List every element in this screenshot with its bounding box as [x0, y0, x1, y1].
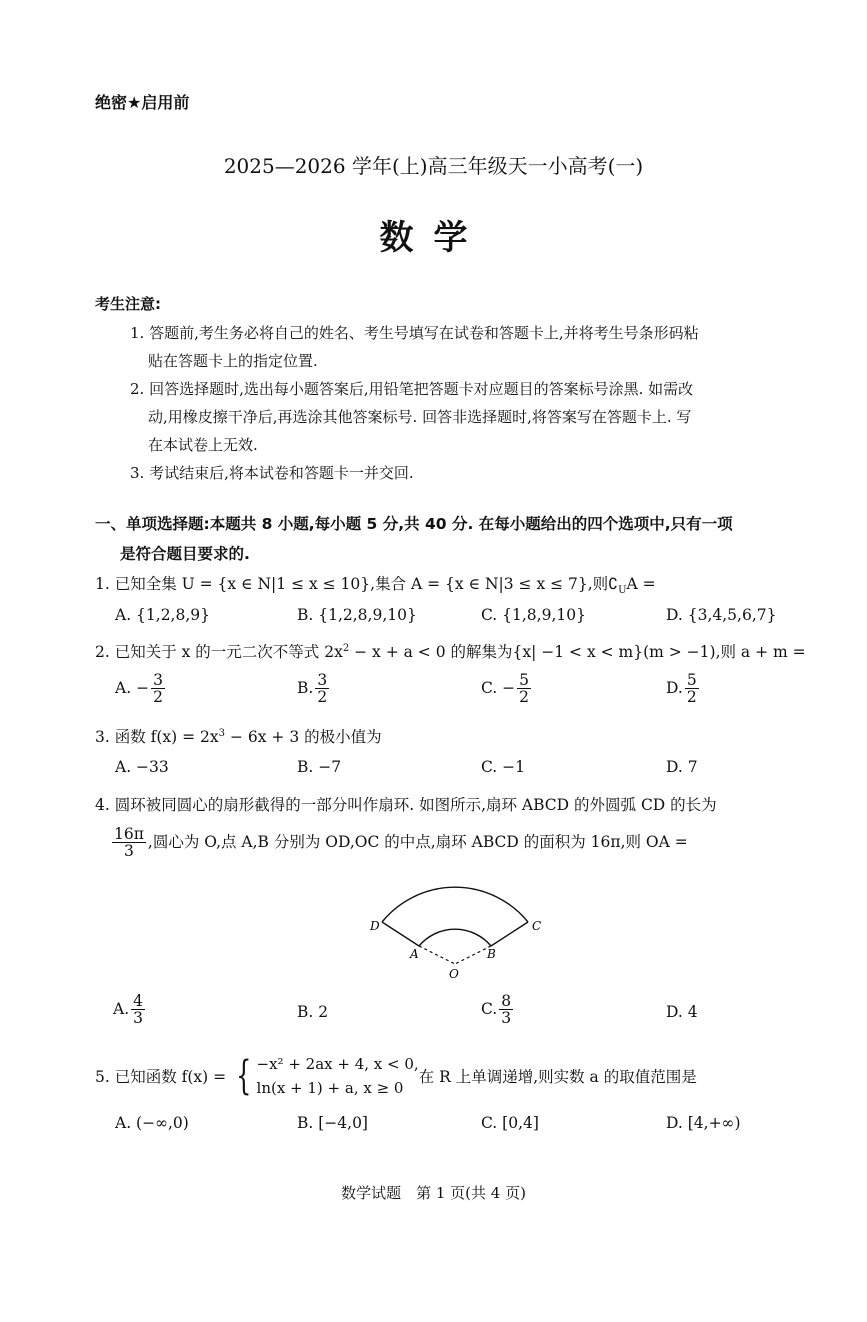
subject-title: 数学: [379, 218, 488, 258]
segment-ao-dashed: [419, 946, 455, 964]
page-footer: 数学试题 第 1 页(共 4 页): [341, 1184, 526, 1202]
section-heading: 是符合题目要求的.: [120, 545, 250, 563]
q3-option-c: C. −1: [481, 758, 526, 776]
label-d: D: [370, 919, 380, 933]
notice-line: 贴在答题卡上的指定位置.: [148, 352, 318, 370]
sector-ring-figure: [360, 875, 550, 985]
exam-title: 2025—2026 学年(上)高三年级天一小高考(一): [223, 154, 644, 178]
q1-option-d: D. {3,4,5,6,7}: [666, 606, 777, 624]
q4-option-c: C. $\frac{8}{3}$: [481, 992, 512, 1028]
q1-option-a: A. {1,2,8,9}: [115, 606, 210, 624]
q2-option-b: B. $\frac{3}{2}$: [297, 671, 328, 707]
question-4-line1: 4. 圆环被同圆心的扇形截得的一部分叫作扇环. 如图所示,扇环 ABCD 的外圆弧 CD 的长为: [95, 796, 717, 814]
notice-line: 3. 考试结束后,将本试卷和答题卡一并交回.: [130, 464, 414, 482]
q1-option-c: C. {1,8,9,10}: [481, 606, 586, 624]
q3-option-b: B. −7: [297, 758, 342, 776]
segment-bo-dashed: [455, 946, 491, 964]
q4-option-d: D. 4: [666, 1003, 698, 1021]
label-c: C: [532, 919, 542, 933]
q4-option-a: A. $\frac{4}{3}$: [113, 992, 143, 1028]
outer-arc-cd: [382, 887, 528, 922]
confidential-mark: 绝密★启用前: [95, 93, 190, 112]
question-3: 3. 函数 $f(x) = 2x^3 - 6x + 3$ 的极小值为: [95, 727, 382, 746]
q4-option-b: B. 2: [297, 1003, 329, 1021]
q5-option-a: A. (−∞,0): [115, 1114, 189, 1132]
segment-cb: [491, 922, 528, 946]
q5-option-c: C. [0,4]: [481, 1114, 539, 1132]
q2-option-c: C. − $\frac{5}{2}$: [481, 671, 530, 707]
segment-da: [382, 922, 419, 946]
question-1: 1. 已知全集 U = {x ∈ N|1 ≤ x ≤ 10},集合 A = {x ∈ N|3 ≤ x ≤ 7},则$∁_UA$ =: [95, 575, 656, 597]
notice-line: 在本试卷上无效.: [148, 436, 258, 454]
q5-option-b: B. [−4,0]: [297, 1114, 368, 1132]
q2-option-d: D. $\frac{5}{2}$: [666, 671, 697, 707]
q3-option-a: A. −33: [115, 758, 169, 776]
question-4-line2: $\frac{16\pi}{3}$ ,圆心为 O,点 A,B 分别为 OD,OC 的中点,扇环 ABCD 的面积为 16π,则 OA =: [114, 825, 688, 861]
notice-title: 考生注意:: [95, 295, 161, 313]
inner-arc-ab: [419, 929, 491, 946]
question-2: 2. 已知关于 x 的一元二次不等式 $2x^2 - x + a < 0$ 的解集为{x| −1 < x < m}(m > −1),则 a + m =: [95, 642, 806, 661]
q5-option-d: D. [4,+∞): [666, 1114, 741, 1132]
label-o: O: [449, 967, 459, 981]
question-5: 5. 已知函数 f(x) = { −x² + 2ax + 4, x < 0, ln(x + 1) + a, x ≥ 0 在 R 上单调递增,则实数 a 的取值范围是: [95, 1053, 697, 1099]
label-b: B: [487, 947, 496, 961]
notice-line: 动,用橡皮擦干净后,再选涂其他答案标号. 回答非选择题时,将答案写在答题卡上. 写: [148, 408, 692, 426]
label-a: A: [410, 947, 419, 961]
q1-option-b: B. {1,2,8,9,10}: [297, 606, 417, 624]
section-heading: 一、单项选择题:本题共 8 小题,每小题 5 分,共 40 分. 在每小题给出的四个选项中,只有一项: [95, 515, 733, 533]
notice-line: 2. 回答选择题时,选出每小题答案后,用铅笔把答题卡对应题目的答案标号涂黑. 如需改: [130, 380, 694, 398]
notice-line: 1. 答题前,考生务必将自己的姓名、考生号填写在试卷和答题卡上,并将考生号条形码粘: [130, 324, 699, 342]
q3-option-d: D. 7: [666, 758, 698, 776]
q2-option-a: A. − $\frac{3}{2}$: [115, 671, 163, 707]
